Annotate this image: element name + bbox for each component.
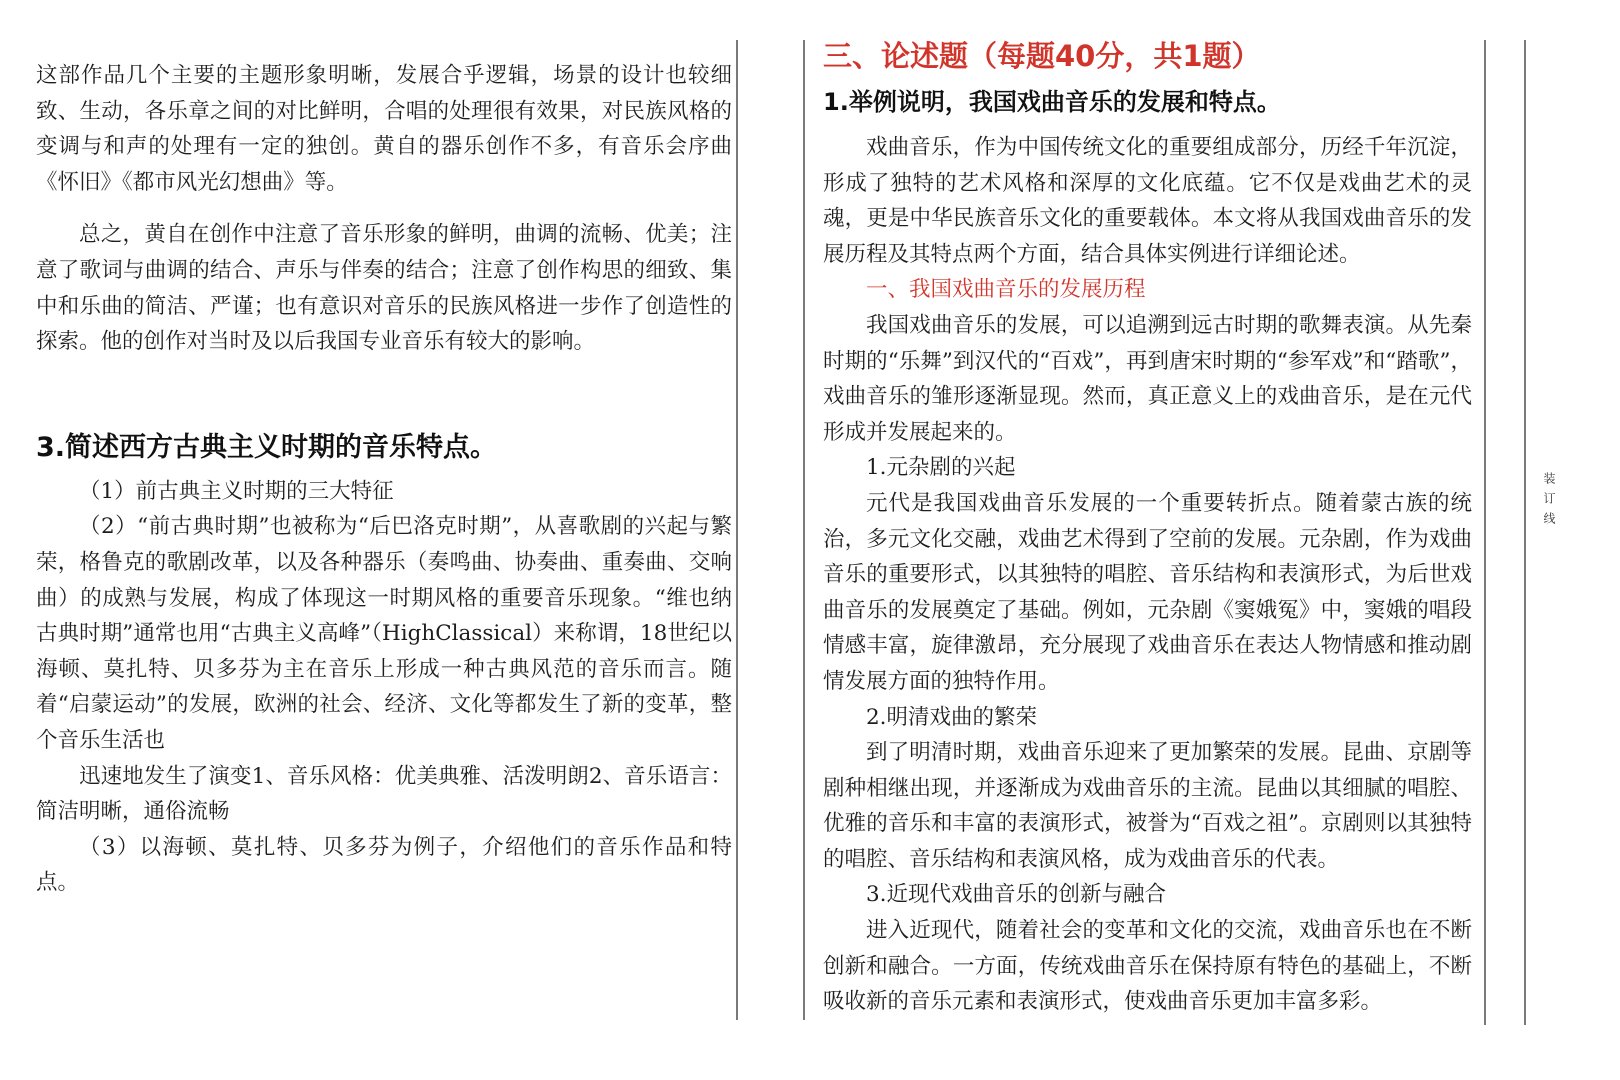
subheading-ming-qing: 2.明清戏曲的繁荣 bbox=[866, 704, 1038, 730]
answer-item-2: （2）“前古典时期”也被称为“后巴洛克时期”，从喜歌剧的兴起与繁荣，格鲁克的歌剧改革，以及各种器乐（奏鸣曲、协奏曲、重奏曲、交响曲）的成熟与发展，构成了体现这一时期风格的重要音乐现象。“维也纳古典时期”通常也用“古典主义高峰”（HighClassical）来称谓，18世纪以海顿、莫扎特、贝多芬为主在音乐上形成一种古典风范的音乐而言。随着“启蒙运动”的发展，欧洲的社会、经济、文化等都发生了新的变革，整个音乐生活也 bbox=[36, 514, 732, 753]
paragraph-development: 我国戏曲音乐的发展，可以追溯到远古时期的歌舞表演。从先秦时期的“乐舞”到汉代的“百戏”，再到唐宋时期的“参军戏”和“踏歌”，戏曲音乐的雏形逐渐显现。然而，真正意义上的戏曲音乐，是在元代形成并发展起来的。 bbox=[823, 312, 1472, 445]
page-divider-left bbox=[736, 40, 738, 1020]
answer-item-1: （1）前古典主义时期的三大特征 bbox=[79, 478, 394, 504]
question-heading-classical: 3.简述西方古典主义时期的音乐特点。 bbox=[36, 431, 498, 463]
paragraph-intro: 戏曲音乐，作为中国传统文化的重要组成部分，历经千年沉淀，形成了独特的艺术风格和深厚的文化底蕴。它不仅是戏曲艺术的灵魂，更是中华民族音乐文化的重要载体。本文将从我国戏曲音乐的发展历程及其特点两个方面，结合具体实例进行详细论述。 bbox=[823, 135, 1472, 267]
section-title: 三、论述题（每题40分，共1题） bbox=[823, 39, 1261, 73]
subheading-yuan-zaju: 1.元杂剧的兴起 bbox=[866, 455, 1016, 481]
paragraph-huangzi-works: 这部作品几个主要的主题形象明晰，发展合乎逻辑，场景的设计也较细致、生动，各乐章之间的对比鲜明，合唱的处理很有效果，对民族风格的变调与和声的处理有一定的独创。黄自的器乐创作不多，有音乐会序曲《怀旧》《都市风光幻想曲》等。 bbox=[36, 63, 732, 195]
paragraph-yuan-zaju: 元代是我国戏曲音乐发展的一个重要转折点。随着蒙古族的统治，多元文化交融，戏曲艺术得到了空前的发展。元杂剧，作为戏曲音乐的重要形式，以其独特的唱腔、音乐结构和表演形式，为后世戏曲音乐的发展奠定了基础。例如，元杂剧《窦娥冤》中，窦娥的唱段情感丰富，旋律激昂，充分展现了戏曲音乐在表达人物情感和推动剧情发展方面的独特作用。 bbox=[823, 490, 1472, 694]
binding-line-label: 装订线 bbox=[1542, 472, 1556, 532]
answer-item-3: （3）以海顿、莫扎特、贝多芬为例子，介绍他们的音乐作品和特点。 bbox=[36, 834, 732, 896]
binding-line-inner bbox=[1484, 40, 1486, 1025]
paragraph-modern: 进入近现代，随着社会的变革和文化的交流，戏曲音乐也在不断创新和融合。一方面，传统戏曲音乐在保持原有特色的基础上，不断吸收新的音乐元素和表演形式，使戏曲音乐更加丰富多彩。 bbox=[823, 918, 1472, 1015]
paragraph-summary: 总之，黄自在创作中注意了音乐形象的鲜明，曲调的流畅、优美；注意了歌词与曲调的结合、声乐与伴奏的结合；注意了创作构思的细致、集中和乐曲的简洁、严谨；也有意识对音乐的民族风格进一步作了创造性的探索。他的创作对当时及以后我国专业音乐有较大的影响。 bbox=[36, 222, 732, 355]
paragraph-ming-qing: 到了明清时期，戏曲音乐迎来了更加繁荣的发展。昆曲、京剧等剧种相继出现，并逐渐成为戏曲音乐的主流。昆曲以其细腻的唱腔、优雅的音乐和丰富的表演形式，被誉为“百戏之祖”。京剧则以其独特的唱腔、音乐结构和表演风格，成为戏曲音乐的代表。 bbox=[823, 740, 1472, 872]
answer-item-2-continued: 迅速地发生了演变1、音乐风格：优美典雅、活泼明朗2、音乐语言：简洁明晰，通俗流畅 bbox=[36, 763, 732, 825]
binding-line-outer bbox=[1524, 40, 1526, 1025]
left-page bbox=[36, 58, 732, 901]
question-heading-opera: 1.举例说明，我国戏曲音乐的发展和特点。 bbox=[823, 88, 1281, 116]
subheading-modern: 3.近现代戏曲音乐的创新与融合 bbox=[866, 882, 1167, 908]
page-divider-right bbox=[803, 40, 805, 1020]
right-page bbox=[823, 32, 1472, 1020]
subheading-development: 一、我国戏曲音乐的发展历程 bbox=[866, 277, 1146, 303]
